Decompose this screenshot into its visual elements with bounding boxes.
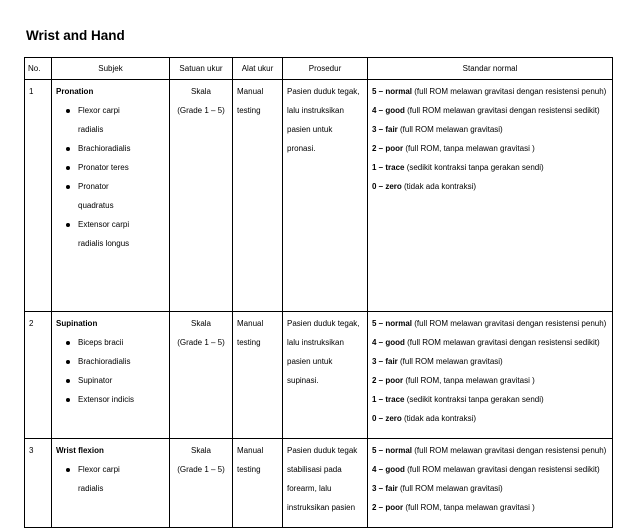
grade-level: 2 – poor [372, 144, 404, 153]
table-row [25, 312, 613, 439]
cell-no: 1 [25, 80, 52, 312]
cell-line: lalu instruksikan [287, 338, 344, 347]
bullet-icon [66, 360, 70, 364]
cell-line: pasien untuk [287, 357, 333, 366]
grade-description: (sedikit kontraksi tanpa gerakan sendi) [404, 395, 544, 404]
grade-level: 3 – fair [372, 484, 398, 493]
cell-line: Pasien duduk tegak, [287, 87, 360, 96]
list-item [56, 356, 165, 375]
muscle-name: Pronator teres [78, 163, 129, 172]
grade-line [372, 181, 608, 200]
muscle-name: Supinator [78, 376, 113, 385]
grade-line [372, 337, 608, 356]
grade-level: 4 – good [372, 465, 405, 474]
grade-line [372, 356, 608, 375]
grade-level: 1 – trace [372, 163, 405, 172]
grade-description: (sedikit kontraksi tanpa gerakan sendi) [404, 163, 544, 172]
muscle-name: Brachioradialis [78, 144, 131, 153]
list-item [56, 375, 165, 394]
cell-line: testing [237, 106, 261, 115]
cell-line: testing [237, 338, 261, 347]
list-item [56, 219, 165, 257]
grade-description: (tidak ada kontraksi) [401, 414, 477, 423]
header-no: No. [25, 58, 52, 80]
grade-line [372, 445, 608, 464]
cell-subjek [52, 80, 170, 312]
bullet-icon [66, 185, 70, 189]
cell-line: Pasien duduk tegak, [287, 319, 360, 328]
header-prosedur: Prosedur [283, 58, 368, 80]
cell-line: Manual [237, 319, 264, 328]
cell-line: Skala [190, 446, 211, 455]
subject-name: Pronation [56, 87, 94, 96]
header-subjek: Subjek [52, 58, 170, 80]
cell-line: lalu instruksikan [287, 106, 344, 115]
grade-line [372, 124, 608, 143]
list-item [56, 464, 165, 502]
cell-line: Skala [190, 319, 211, 328]
cell-line: forearm, lalu [287, 484, 332, 493]
grade-line [372, 143, 608, 162]
grade-description: (full ROM melawan gravitasi dengan resistensi sedikit) [404, 106, 600, 115]
grade-line [372, 375, 608, 394]
grade-description: (full ROM melawan gravitasi dengan resistensi sedikit) [404, 465, 600, 474]
grade-line [372, 318, 608, 337]
grade-description: (full ROM melawan gravitasi dengan resistensi penuh) [412, 446, 607, 455]
grade-level: 5 – normal [372, 319, 413, 328]
grade-level: 2 – poor [372, 376, 404, 385]
grade-description: (full ROM melawan gravitasi) [397, 484, 503, 493]
muscle-name: radialis longus [78, 239, 130, 248]
muscle-name: quadratus [78, 201, 114, 210]
muscle-name: Flexor carpi [78, 106, 120, 115]
grade-line [372, 105, 608, 124]
page-title: Wrist and Hand [26, 28, 125, 43]
cell-no: 3 [25, 439, 52, 528]
grade-level: 5 – normal [372, 446, 413, 455]
bullet-icon [66, 379, 70, 383]
grade-description: (full ROM melawan gravitasi) [397, 357, 503, 366]
cell-line: Pasien duduk tegak [287, 446, 358, 455]
muscle-name: Biceps bracii [78, 338, 124, 347]
list-item [56, 337, 165, 356]
grade-level: 2 – poor [372, 503, 404, 512]
cell-line: testing [237, 465, 261, 474]
header-standar-normal: Standar normal [368, 58, 613, 80]
muscle-name: radialis [78, 125, 104, 134]
grade-line [372, 413, 608, 432]
grade-level: 4 – good [372, 106, 405, 115]
muscle-list [56, 464, 165, 502]
grade-level: 5 – normal [372, 87, 413, 96]
grade-line [372, 464, 608, 483]
cell-line: (Grade 1 – 5) [177, 106, 225, 115]
grade-description: (full ROM, tanpa melawan gravitasi ) [403, 144, 535, 153]
cell-alat-ukur [233, 312, 283, 439]
subject-name: Supination [56, 319, 98, 328]
muscle-name: radialis [78, 484, 104, 493]
cell-line: supinasi. [287, 376, 319, 385]
bullet-icon [66, 223, 70, 227]
grade-level: 0 – zero [372, 182, 402, 191]
grade-level: 0 – zero [372, 414, 402, 423]
grade-line [372, 394, 608, 413]
bullet-icon [66, 341, 70, 345]
grade-level: 4 – good [372, 338, 405, 347]
header-alat-ukur: Alat ukur [233, 58, 283, 80]
bullet-icon [66, 166, 70, 170]
grade-level: 1 – trace [372, 395, 405, 404]
list-item [56, 143, 165, 162]
cell-line: instruksikan pasien [287, 503, 356, 512]
cell-standar-normal [368, 312, 613, 439]
cell-line: stabilisasi pada [287, 465, 342, 474]
list-item [56, 105, 165, 143]
cell-satuan-ukur [170, 80, 233, 312]
table-header-row [25, 58, 613, 80]
bullet-icon [66, 147, 70, 151]
muscle-name: Brachioradialis [78, 357, 131, 366]
cell-prosedur [283, 80, 368, 312]
muscle-name: Pronator [78, 182, 109, 191]
muscle-test-table [24, 57, 613, 528]
cell-line: Manual [237, 446, 264, 455]
cell-no: 2 [25, 312, 52, 439]
muscle-name: Extensor indicis [78, 395, 135, 404]
cell-prosedur [283, 312, 368, 439]
grade-line [372, 502, 608, 521]
grade-line [372, 162, 608, 181]
grade-description: (full ROM melawan gravitasi dengan resistensi penuh) [412, 319, 607, 328]
grade-level: 3 – fair [372, 357, 398, 366]
grade-description: (full ROM, tanpa melawan gravitasi ) [403, 503, 535, 512]
muscle-name: Extensor carpi [78, 220, 130, 229]
cell-line: Skala [190, 87, 211, 96]
grade-line [372, 483, 608, 502]
muscle-list [56, 337, 165, 413]
muscle-name: Flexor carpi [78, 465, 120, 474]
table-row [25, 80, 613, 312]
grade-description: (full ROM melawan gravitasi) [397, 125, 503, 134]
subject-name: Wrist flexion [56, 446, 104, 455]
cell-satuan-ukur [170, 312, 233, 439]
bullet-icon [66, 468, 70, 472]
cell-line: Manual [237, 87, 264, 96]
grade-description: (full ROM melawan gravitasi dengan resistensi sedikit) [404, 338, 600, 347]
muscle-list [56, 105, 165, 257]
cell-alat-ukur [233, 80, 283, 312]
grade-description: (full ROM, tanpa melawan gravitasi ) [403, 376, 535, 385]
list-item [56, 394, 165, 413]
grade-line [372, 86, 608, 105]
cell-line: pasien untuk [287, 125, 333, 134]
header-satuan-ukur: Satuan ukur [170, 58, 233, 80]
cell-subjek [52, 312, 170, 439]
list-item [56, 181, 165, 219]
cell-line: (Grade 1 – 5) [177, 338, 225, 347]
grade-level: 3 – fair [372, 125, 398, 134]
grade-description: (tidak ada kontraksi) [401, 182, 477, 191]
cell-standar-normal [368, 80, 613, 312]
bullet-icon [66, 109, 70, 113]
cell-line: (Grade 1 – 5) [177, 465, 225, 474]
list-item [56, 162, 165, 181]
bullet-icon [66, 398, 70, 402]
grade-description: (full ROM melawan gravitasi dengan resistensi penuh) [412, 87, 607, 96]
cell-line: pronasi. [287, 144, 316, 153]
